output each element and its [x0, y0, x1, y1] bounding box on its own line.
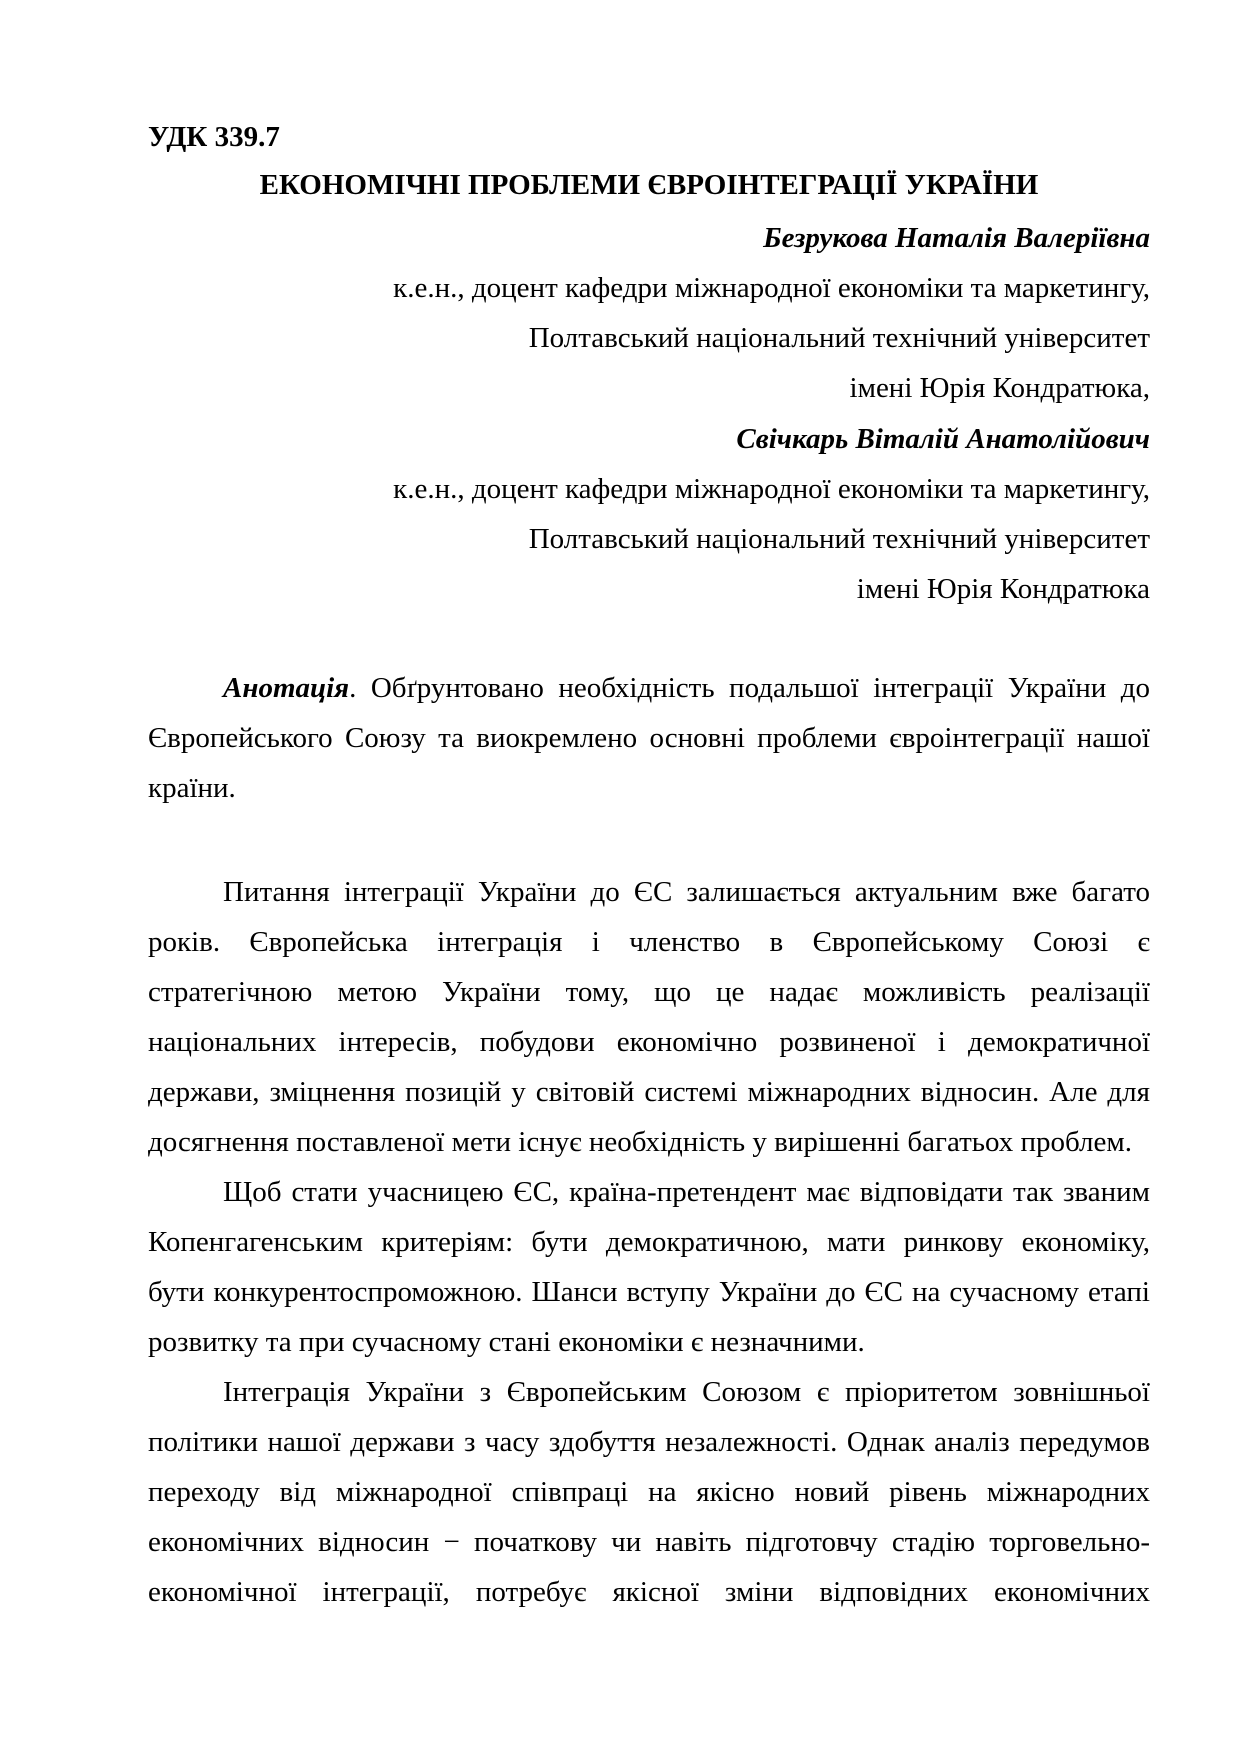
author-name: Безрукова Наталія Валеріївна	[763, 222, 1150, 254]
author-block-2	[148, 414, 1150, 614]
body-text	[148, 867, 1150, 1617]
article-title: ЕКОНОМІЧНІ ПРОБЛЕМИ ЄВРОІНТЕГРАЦІЇ УКРАЇНИ	[259, 169, 1039, 201]
text-line: Щоб стати учасницею ЄС, країна-претендент має відповідати так званим	[223, 1176, 1150, 1208]
author-affiliation: Полтавський національний технічний університет	[528, 523, 1150, 555]
abstract-label: Анотація	[223, 672, 350, 704]
author-affiliation: к.е.н., доцент кафедри міжнародної економіки та маркетингу,	[393, 473, 1150, 505]
text-line: переходу від міжнародної співпраці на якісно новий рівень міжнародних	[148, 1476, 1150, 1508]
author-affiliation: імені Юрія Кондратюка,	[849, 372, 1150, 404]
author-block-1	[148, 213, 1150, 413]
author-affiliation: к.е.н., доцент кафедри міжнародної економіки та маркетингу,	[393, 272, 1150, 304]
paragraph	[148, 1367, 1150, 1617]
abstract	[148, 663, 1150, 813]
text-line: держави, зміцнення позицій у світовій системі міжнародних відносин. Але для	[148, 1076, 1150, 1108]
text-line: економічних відносин − початкову чи навіть підготовчу стадію торговельно-	[148, 1526, 1150, 1558]
text-line: Копенгагенським критеріям: бути демократичною, мати ринкову економіку,	[148, 1226, 1150, 1258]
author-affiliation: Полтавський національний технічний університет	[528, 322, 1150, 354]
text-line: економічної інтеграції, потребує якісної зміни відповідних економічних	[148, 1576, 1150, 1608]
text-line: стратегічною метою України тому, що це надає можливість реалізації	[148, 976, 1150, 1008]
text-line: розвитку та при сучасному стані економіки є незначними.	[148, 1326, 865, 1358]
author-affiliation: імені Юрія Кондратюка	[856, 573, 1150, 605]
text-line: бути конкурентоспроможною. Шанси вступу України до ЄС на сучасному етапі	[148, 1276, 1150, 1308]
paragraph	[148, 1167, 1150, 1367]
paragraph	[148, 867, 1150, 1167]
abstract-line: країни.	[148, 772, 236, 804]
text-line: досягнення поставленої мети існує необхідність у вирішенні багатьох проблем.	[148, 1126, 1132, 1158]
abstract-line	[148, 663, 1150, 713]
text-line: Інтеграція України з Європейським Союзом є пріоритетом зовнішньої	[223, 1376, 1150, 1408]
udk-code: УДК 339.7	[148, 121, 280, 153]
text-line: років. Європейська інтеграція і членство в Європейському Союзі є	[148, 926, 1150, 958]
abstract-line: Європейського Союзу та виокремлено основні проблеми євроінтеграції нашої	[148, 722, 1150, 754]
author-name: Свічкарь Віталій Анатолійович	[736, 423, 1150, 455]
text-line: національних інтересів, побудови економічно розвиненої і демократичної	[148, 1026, 1150, 1058]
text-line: політики нашої держави з часу здобуття незалежності. Однак аналіз передумов	[148, 1426, 1150, 1458]
abstract-text: . Обґрунтовано необхідність подальшої інтеграції України до	[349, 672, 1150, 704]
text-line: Питання інтеграції України до ЄС залишається актуальним вже багато	[223, 876, 1150, 908]
